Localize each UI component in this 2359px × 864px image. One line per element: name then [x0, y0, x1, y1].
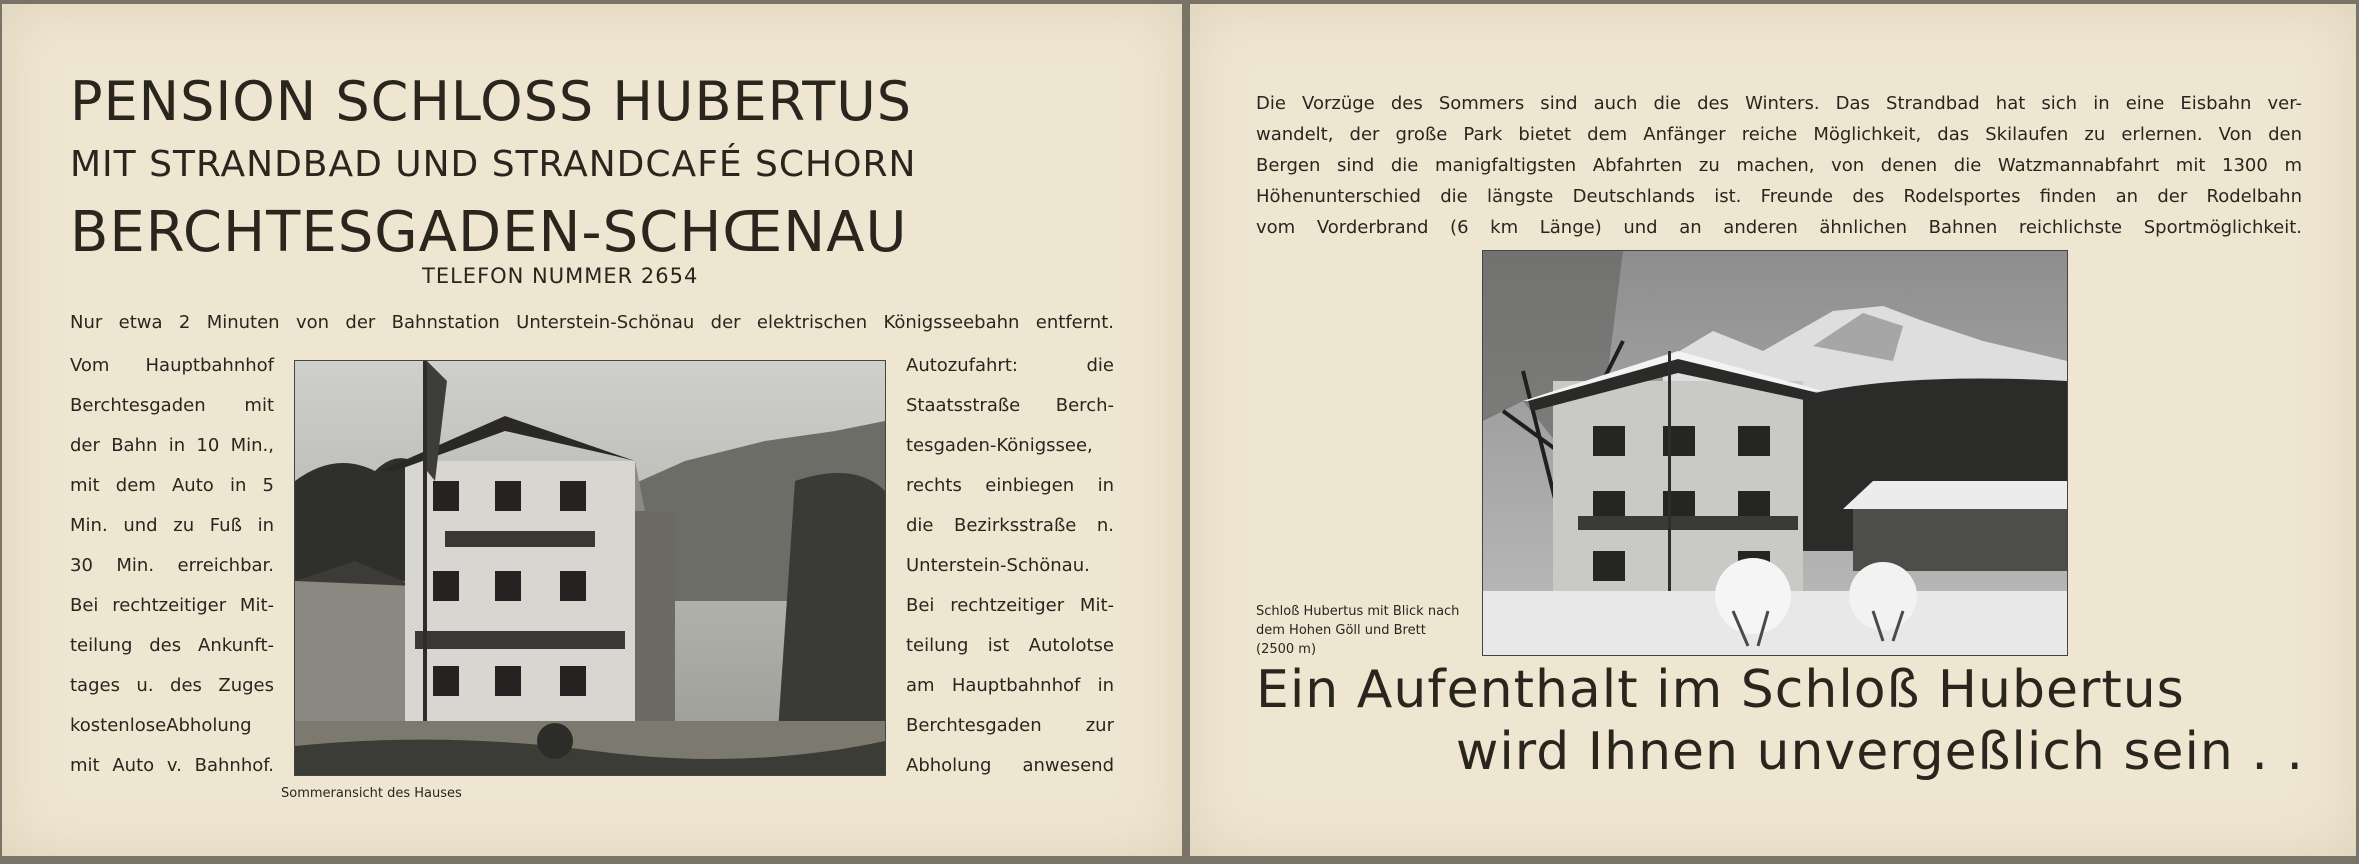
text-line: Unterstein-Schönau. [906, 555, 1090, 576]
intro-text: Nur etwa 2 Minuten von der Bahnstation Unterstein-Schönau der elektrischen Königsseebahn entfernt. [70, 312, 1114, 333]
text-line: 30 Min. erreichbar. [70, 555, 274, 576]
text-line: mit Auto v. Bahnhof. [70, 755, 274, 776]
text-line: vom Vorderbrand (6 km Länge) und an anderen ähnlichen Bahnen reichlichste Sportmöglichkeit. [1256, 217, 2302, 238]
text-line: Bei rechtzeitiger Mit- [70, 595, 274, 616]
location-heading: BERCHTESGADEN-SCHŒNAU [70, 200, 908, 265]
summer-house-photo [294, 360, 886, 776]
text-line: mit dem Auto in 5 [70, 475, 274, 496]
winter-house-photo [1482, 250, 2068, 656]
text-line: Min. und zu Fuß in [70, 515, 274, 536]
text-line: die Bezirksstraße n. [906, 515, 1114, 536]
right-text-column [906, 346, 1114, 786]
winter-paragraph [1256, 88, 2302, 243]
closing-line-2: wird Ihnen unvergeßlich sein . . [1455, 722, 2304, 782]
text-line: Staatsstraße Berch- [906, 395, 1114, 416]
text-line: Berchtesgaden mit [70, 395, 274, 416]
text-line: tesgaden-Königssee, [906, 435, 1093, 456]
text-line: rechts einbiegen in [906, 475, 1114, 496]
text-line: am Hauptbahnhof in [906, 675, 1114, 696]
text-line: tages u. des Zuges [70, 675, 274, 696]
right-page [1190, 4, 2356, 856]
text-line: teilung des Ankunft- [70, 635, 274, 656]
telephone-number: TELEFON NUMMER 2654 [422, 264, 699, 288]
text-line: wandelt, der große Park bietet dem Anfänger reiche Möglichkeit, das Skilaufen zu erlernen. Von den [1256, 124, 2302, 145]
text-line: Höhenunterschied die längste Deutschlands ist. Freunde des Rodelsportes finden an der Rodelbahn [1256, 186, 2302, 207]
text-line: Bergen sind die manigfaltigsten Abfahrten zu machen, von denen die Watzmannabfahrt mit 1300 m [1256, 155, 2302, 176]
text-line: teilung ist Autolotse [906, 635, 1114, 656]
text-line: Die Vorzüge des Sommers sind auch die des Winters. Das Strandbad hat sich in eine Eisbahn ver- [1256, 93, 2302, 114]
text-line: Abholung anwesend [906, 755, 1114, 776]
closing-line-1: Ein Aufenthalt im Schloß Hubertus [1256, 660, 2185, 720]
text-line: kostenloseAbholung [70, 715, 252, 736]
text-line: Bei rechtzeitiger Mit- [906, 595, 1114, 616]
photo-caption: Schloß Hubertus mit Blick nach dem Hohen Göll und Brett (2500 m) [1256, 604, 1460, 657]
text-line: der Bahn in 10 Min., [70, 435, 274, 456]
text-line: Berchtesgaden zur [906, 715, 1114, 736]
left-page [2, 4, 1182, 856]
subtitle: MIT STRANDBAD UND STRANDCAFÉ SCHORN [70, 144, 917, 185]
photo-caption: Sommeransicht des Hauses [281, 786, 462, 801]
text-line: Vom Hauptbahnhof [70, 355, 274, 376]
left-text-column [70, 346, 274, 786]
page-title: PENSION SCHLOSS HUBERTUS [70, 70, 912, 133]
text-line: Autozufahrt: die [906, 355, 1114, 376]
